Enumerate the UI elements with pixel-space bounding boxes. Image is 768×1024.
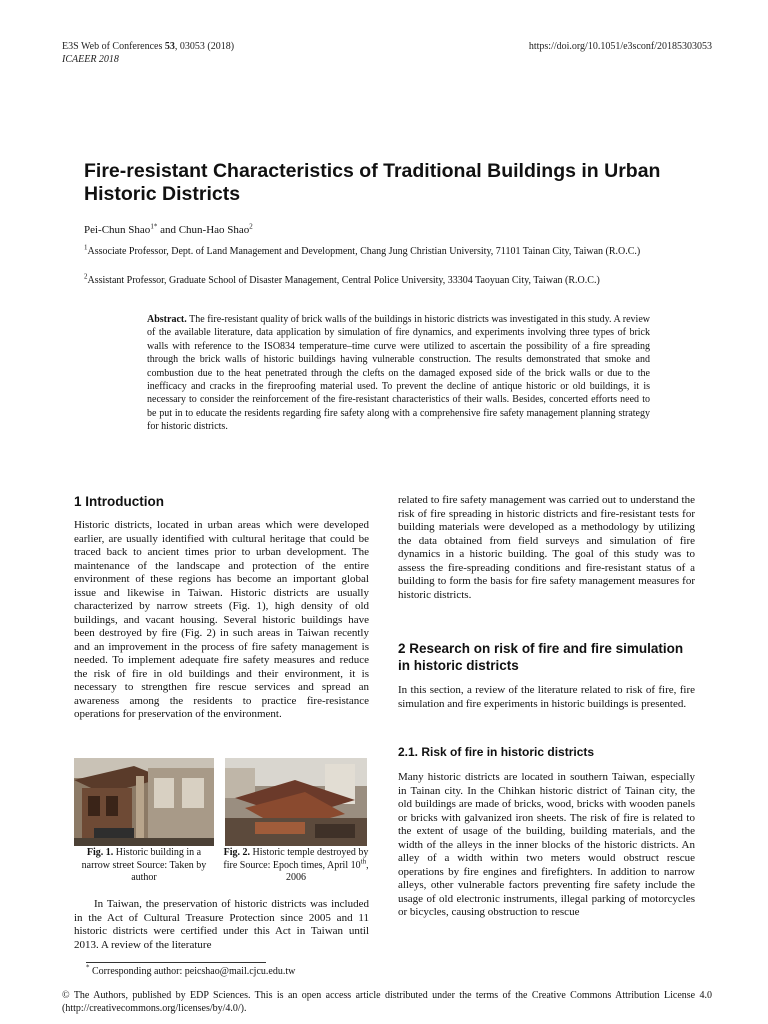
section-heading-research: 2 Research on risk of fire and fire simulation in historic districts xyxy=(398,641,684,673)
footnote-rule xyxy=(86,962,266,963)
corresponding-author-footnote: * Corresponding author: peicshao@mail.cjcu.edu.tw xyxy=(86,963,296,977)
author-list: Pei-Chun Shao$^{1*}$ and Chun-Hao Shao$^2$ xyxy=(84,222,253,236)
intro-paragraph-right: related to fire safety management was carried out to understand the risk of fire spreading in historic districts and fire-resistant tests for building materials were developed as a methodology by utilizing the data obtained from field surveys and simulation of fire dynamics in a historic building. The goal of this study was to assess the fire-spreading conditions and fire-resistant status of a building to form the basis for fire safety management measures for historic districts. xyxy=(398,494,695,601)
figure-2-caption: Fig. 2. Historic temple destroyed by fire Source: Epoch times, April 10th, 2006 xyxy=(223,847,369,883)
figure-1-image xyxy=(74,758,214,846)
intro-paragraph-2: In Taiwan, the preservation of historic districts was included in the Act of Cultural Treasure Protection since 2005 and 11 historic districts were certified under this Act in Taiwan until 2013. A review of the literature xyxy=(74,898,369,951)
section-heading-introduction: 1 Introduction xyxy=(74,494,164,509)
intro-paragraph-1: Historic districts, located in urban areas which were developed earlier, are usually identified with cultural heritage that could be traced back to ancient times prior to urban development. The maintenance of the landscape and protection of the entire environment of these regions has become an important global issue and likewise in Taiwan. Historic districts are usually characterized by narrow streets (Fig. 1), high density of old buildings, and vacant housing. Several historic buildings have been destroyed by fire (Fig. 2) in such areas in Taiwan recently and an improvement in the process of fire safety management is needed. To implement adequate fire safety measures and reduce the risk of fire in old buildings and their environment, it is necessary to strengthen fire rescue services and spread an awareness among the residents to practice fire-resistance operations for preservation of the environment. xyxy=(74,519,369,720)
paper-title: Fire-resistant Characteristics of Traditional Buildings in Urban Historic Districts xyxy=(84,160,661,205)
figure-1-caption: Fig. 1. Historic building in a narrow street Source: Taken by author xyxy=(81,847,207,883)
abstract: Abstract. The fire-resistant quality of brick walls of the buildings in historic districts was investigated in this study. A review of the available literature, data application by simulation of fire dynamics, and experiments involving three types of brick walls with reference to the ISO834 temperature–time curve were utilized to ascertain the possibility of a fire spreading through the brick walls of historic buildings having vulnerable construction. The results demonstrated that smoke and combustion due to the heat penetrated through the clefts on the damaged exposed side of the brick walls or due to the inefficacy and cracks in the fireproofing material used. To prevent the decline of antique historic or old buildings, it is necessary to consider the reinforcement of the fire-resistant characteristics of their walls. Besides, concerted efforts need to be put in to educate the residents regarding fire safety along with a comprehensive fire safety management planning strategy for historic districts. xyxy=(147,314,650,433)
affiliation-2: $^2$Assistant Professor, Graduate School of Disaster Management, Central Police University, 33304 Taoyuan City, Taiwan (R.O.C.) xyxy=(84,272,600,286)
figure-2-image xyxy=(225,758,367,846)
burned-temple-photo xyxy=(225,758,367,846)
historic-building-photo xyxy=(74,758,214,846)
doi-link[interactable]: https://doi.org/10.1051/e3sconf/20185303053 xyxy=(528,41,712,52)
affiliation-1: $^1$Associate Professor, Dept. of Land Management and Development, Chang Jung Christian University, 71101 Tainan City, Taiwan (R.O.C.) xyxy=(84,243,641,257)
license-notice: © The Authors, published by EDP Sciences. This is an open access article distributed under the terms of the Creative Commons Attribution License 4.0 (http://creativecommons.org/licenses/by/4.0/). xyxy=(62,990,712,1014)
subsection-paragraph: Many historic districts are located in southern Taiwan, especially in Tainan city. In the Chihkan historic district of Tainan city, the old buildings are made of bricks, wood, bricks with wooden panels or bricks with galvanized iron sheets. The risk of fire is related to the extent of usage of the building, building materials, and the width of the alleys in the inner blocks of the historic districts. An alley of a width within two meters would obstruct rescue operations by fire engines and firefighters. In addition to narrow alleys, other vulnerable factors preventing fire safety include the usage of old electronic instruments, illegal parking of motorcycles or bicycles, causing obstruction to rescue xyxy=(398,771,695,918)
section2-paragraph: In this section, a review of the literature related to risk of fire, fire simulation and fire experiments in historic buildings is presented. xyxy=(398,684,695,710)
subsection-heading-risk-of-fire: 2.1. Risk of fire in historic districts xyxy=(398,745,595,759)
conference-name: ICAEER 2018 xyxy=(62,54,119,65)
running-header-journal: E3S Web of Conferences 53, 03053 (2018) xyxy=(62,41,235,52)
